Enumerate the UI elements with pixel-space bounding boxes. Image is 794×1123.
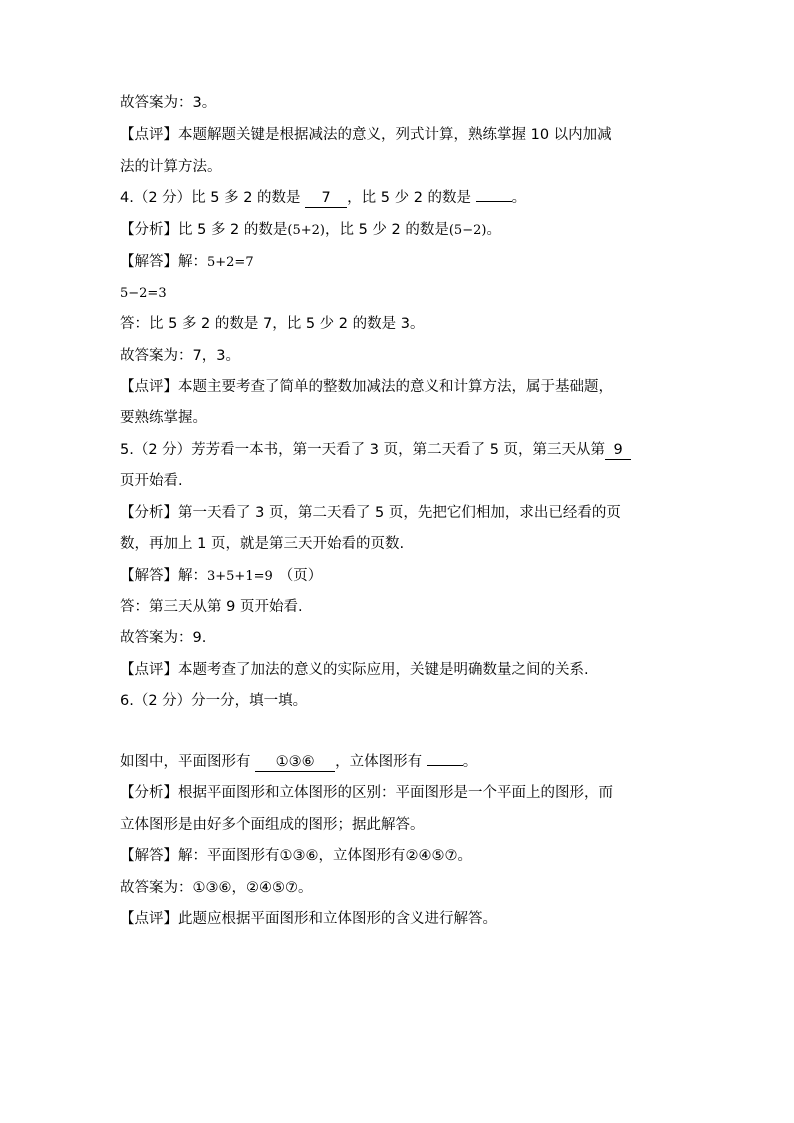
question-4-middle: ，比 5 少 2 的数是	[347, 190, 476, 206]
solution-6: 【解答】解：平面图形有①③⑥，立体图形有②④⑤⑦。	[120, 848, 472, 864]
solution-5-unit: （页）	[278, 568, 323, 584]
question-6-suffix: 。	[462, 754, 478, 770]
analysis-4-expr-2: (5−2)	[448, 223, 487, 238]
final-answer-4: 故答案为：7，3。	[120, 348, 240, 364]
analysis-5b: 数，再加上 1 页，就是第三天开始看的页数.	[120, 536, 405, 552]
analysis-4	[120, 220, 680, 241]
question-5-prefix: 5.（2 分）芳芳看一本书，第一天看了 3 页，第二天看了 5 页，第三天从第	[120, 442, 606, 458]
question-4-blank-2	[476, 201, 512, 202]
question-6-blank-2	[427, 765, 463, 766]
solution-4-prefix: 【解答】解：	[120, 254, 207, 270]
question-6-prefix: 如图中，平面图形有	[120, 754, 256, 770]
question-4-blank-1: 7	[305, 190, 347, 208]
solution-5-expr: 3+5+1=9	[207, 569, 273, 584]
final-answer-6: 故答案为：①③⑥，②④⑤⑦。	[120, 880, 313, 896]
solution-5-prefix: 【解答】解：	[120, 568, 207, 584]
analysis-6a: 【分析】根据平面图形和立体图形的区别：平面图形是一个平面上的图形，而	[120, 785, 613, 801]
analysis-6b: 立体图形是由好多个面组成的图形；据此解答。	[120, 817, 425, 833]
question-6-blank-1: ①③⑥	[255, 754, 335, 772]
reply-4: 答：比 5 多 2 的数是 7，比 5 少 2 的数是 3。	[120, 316, 425, 332]
solution-4	[120, 252, 680, 273]
question-4-prefix: 4.（2 分）比 5 多 2 的数是	[120, 190, 306, 206]
solution-5	[120, 566, 680, 587]
question-6-fill	[120, 752, 680, 772]
comment-line-3a: 【点评】本题解题关键是根据减法的意义，列式计算，熟练掌握 10 以内加减	[120, 127, 612, 143]
solution-4-expr-2: 5−2=3	[120, 286, 167, 301]
solution-4-expr: 5+2=7	[207, 255, 254, 270]
question-6-middle: ，立体图形有	[335, 754, 427, 770]
question-4	[120, 188, 680, 208]
comment-line-3b: 法的计算方法。	[120, 159, 222, 175]
analysis-4-suffix: 。	[486, 222, 501, 238]
comment-4a: 【点评】本题主要考查了简单的整数加减法的意义和计算方法，属于基础题，	[120, 379, 613, 395]
question-5-continued: 页开始看.	[120, 473, 183, 489]
question-5-blank: 9	[605, 442, 631, 460]
comment-4b: 要熟练掌握。	[120, 410, 207, 426]
analysis-5a: 【分析】第一天看了 3 页，第二天看了 5 页，先把它们相加，求出已经看的页	[120, 505, 621, 521]
question-6: 6.（2 分）分一分，填一填。	[120, 693, 308, 709]
final-answer-5: 故答案为：9.	[120, 630, 207, 646]
analysis-4-middle: ，比 5 少 2 的数是	[324, 222, 449, 238]
analysis-4-expr-1: (5+2)	[287, 223, 325, 238]
comment-5: 【点评】本题考查了加法的意义的实际应用，关键是明确数量之间的关系.	[120, 662, 589, 678]
question-4-suffix: 。	[511, 190, 527, 206]
answer-line-3: 故答案为：3。	[120, 95, 217, 111]
comment-6: 【点评】此题应根据平面图形和立体图形的含义进行解答。	[120, 911, 497, 927]
analysis-4-prefix: 【分析】比 5 多 2 的数是	[120, 222, 288, 238]
reply-5: 答：第三天从第 9 页开始看.	[120, 599, 303, 615]
question-5	[120, 440, 680, 460]
